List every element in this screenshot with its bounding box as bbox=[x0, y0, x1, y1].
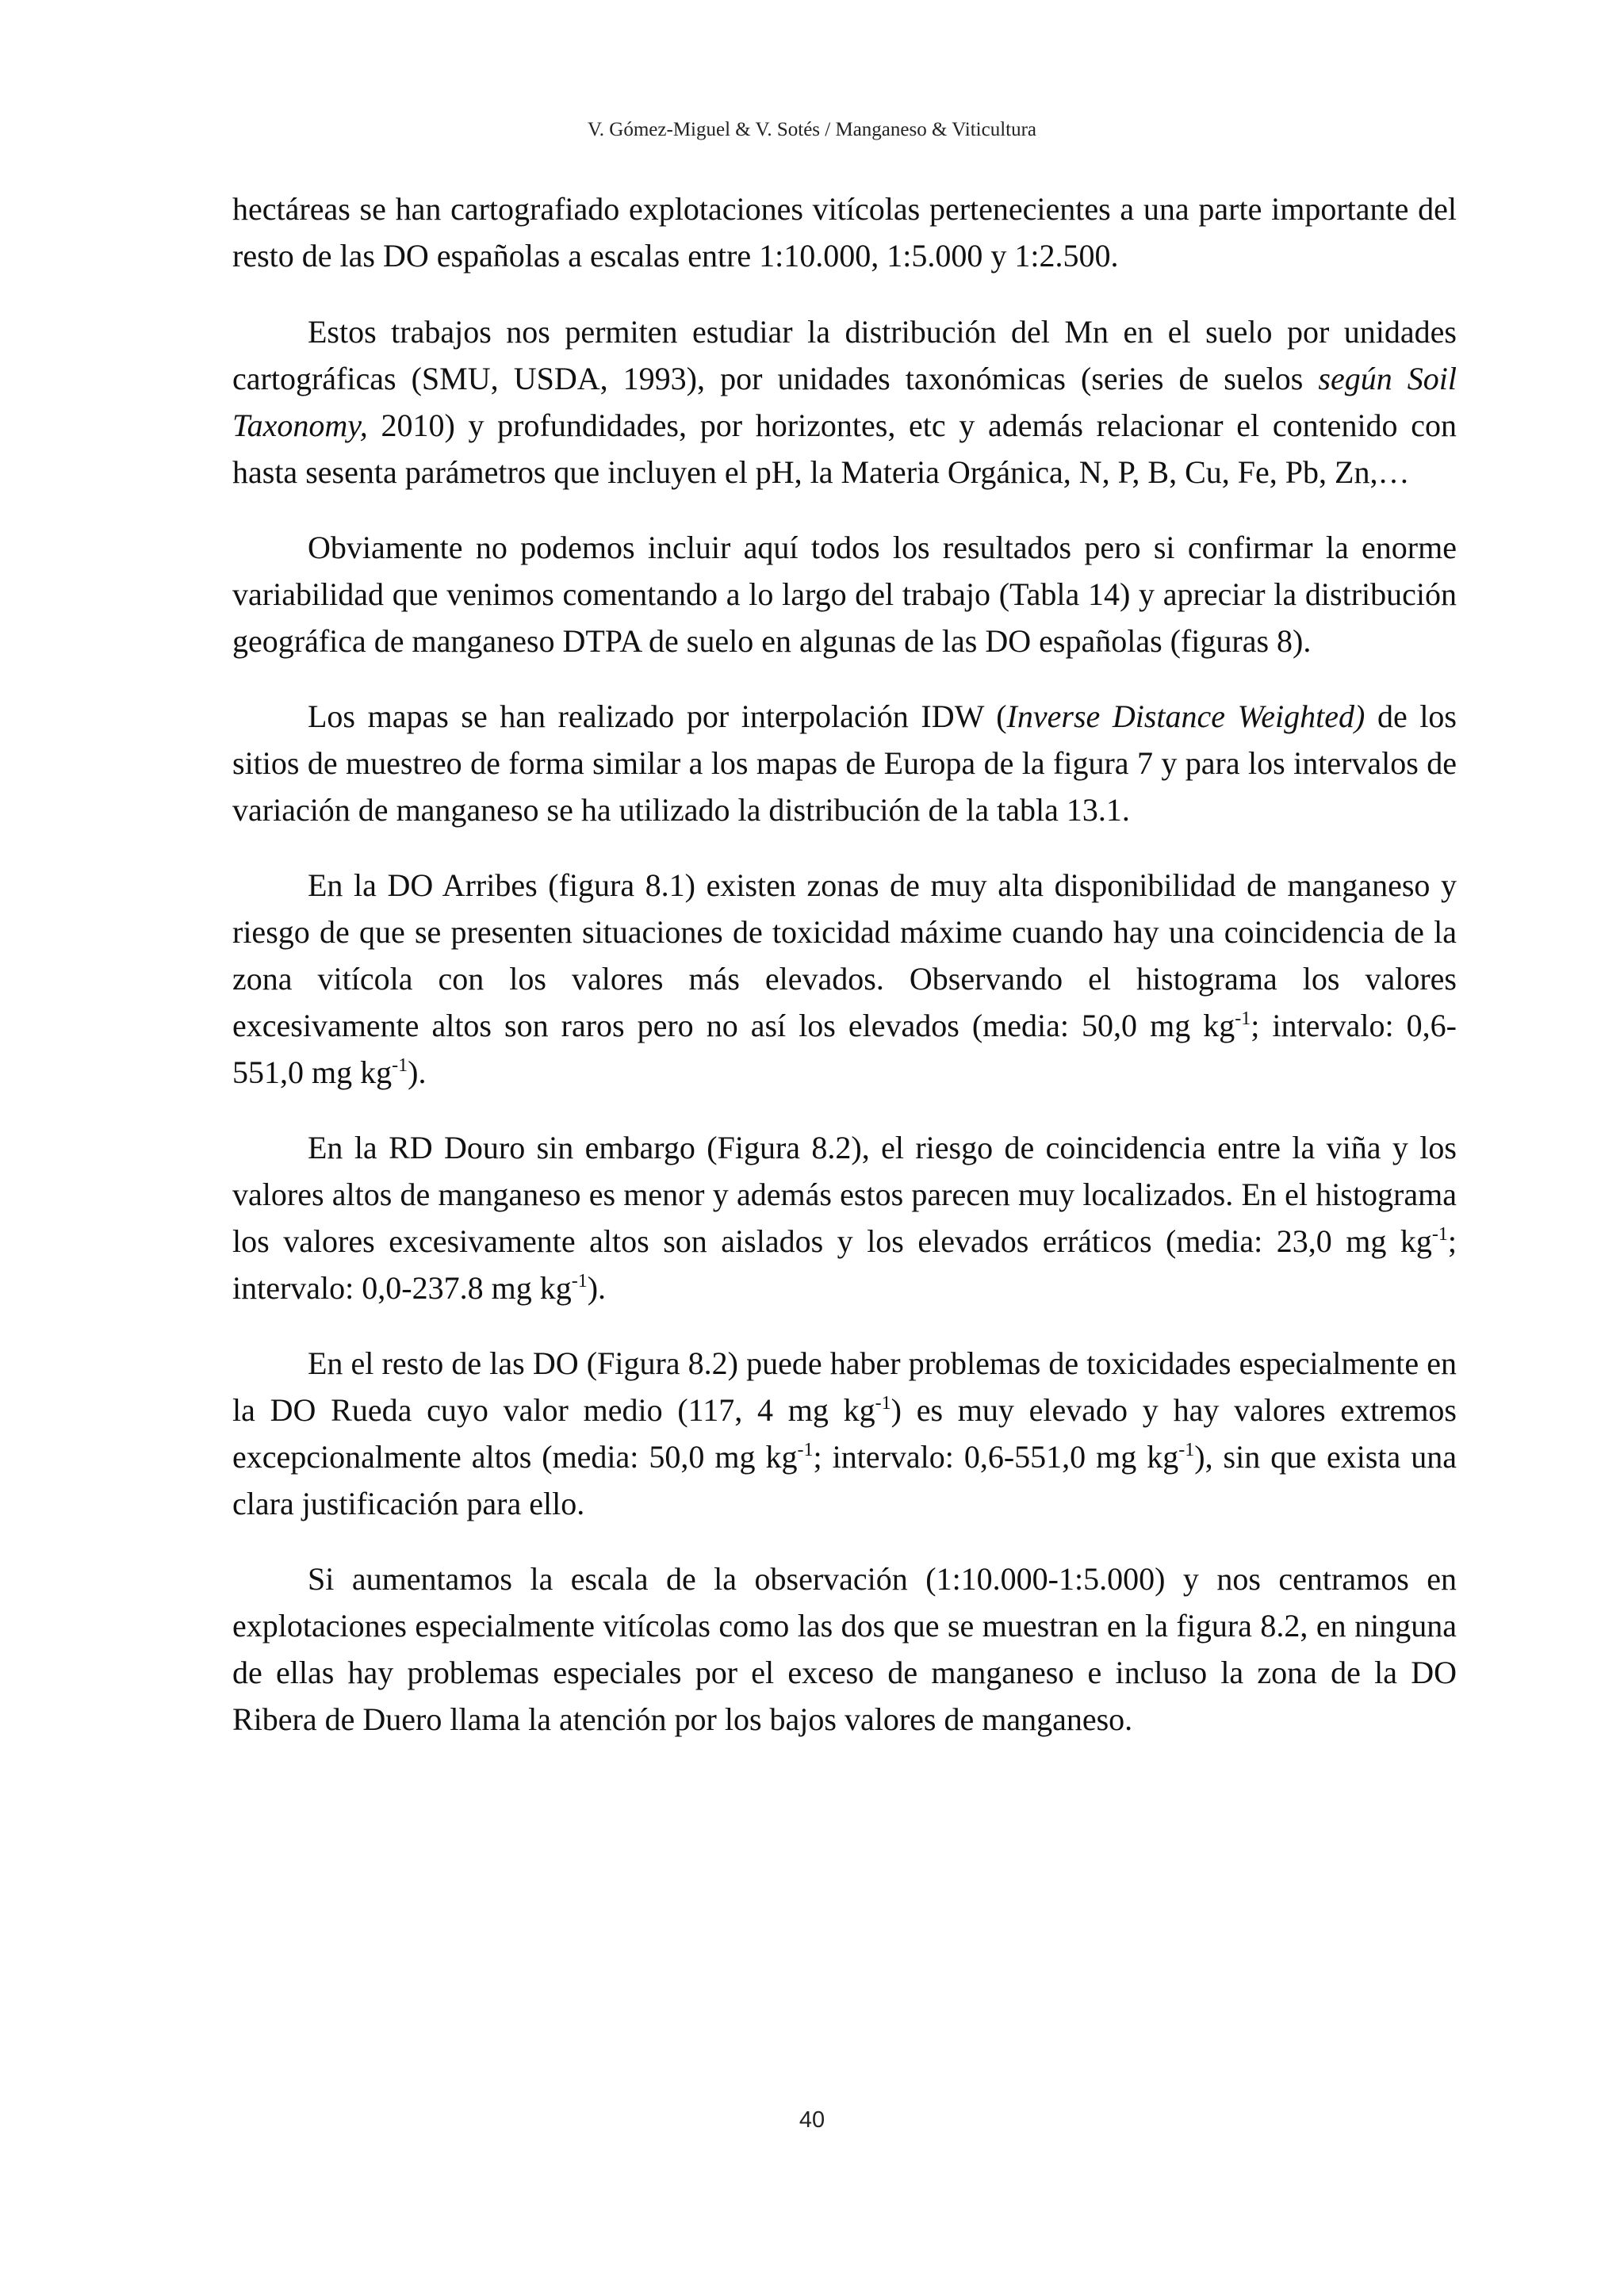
paragraph-2-text-b: 2010) y profundidades, por horizontes, etc y además relacionar el contenido con hasta sesenta parámetros que incluyen el pH, la Materia Orgánica, N, P, B, Cu, Fe, Pb, Zn,… bbox=[232, 408, 1457, 490]
paragraph-6 bbox=[232, 1124, 1457, 1311]
paragraph-7-sup-c: -1 bbox=[1178, 1440, 1195, 1460]
paragraph-3-text: Obviamente no podemos incluir aquí todos los resultados pero si confirmar la enorme variabilidad que venimos comentando a lo largo del trabajo (Tabla 14) y apreciar la distribución geográfica de manganeso DTPA de suelo en algunas de las DO españolas (figuras 8). bbox=[232, 530, 1457, 659]
paragraph-5-sup-b: -1 bbox=[392, 1055, 408, 1076]
paragraph-4-italic: Inverse Distance Weighted) bbox=[1006, 698, 1365, 734]
paragraph-7-text-b: ) es muy elevado y hay valores extremos excepcionalmente altos (media: 50,0 mg kg bbox=[232, 1392, 1457, 1475]
paragraph-1-text: hectáreas se han cartografiado explotaciones vitícolas pertenecientes a una parte importante del resto de las DO españolas a escalas entre 1:10.000, 1:5.000 y 1:2.500. bbox=[232, 191, 1457, 274]
paragraph-7-text-a: En el resto de las DO (Figura 8.2) puede haber problemas de toxicidades especialmente en la DO Rueda cuyo valor medio (117, 4 mg kg bbox=[232, 1345, 1457, 1428]
paragraph-4-text-b: de los sitios de muestreo de forma similar a los mapas de Europa de la figura 7 y para los intervalos de variación de manganeso se ha utilizado la distribución de la tabla 13.1. bbox=[232, 698, 1457, 828]
page-number: 40 bbox=[799, 2107, 825, 2133]
paragraph-2-text-a: Estos trabajos nos permiten estudiar la distribución del Mn en el suelo por unidades cartográficas (SMU, USDA, 1993), por unidades taxonómicas (series de suelos bbox=[232, 314, 1457, 396]
paragraph-5-text-a: En la DO Arribes (figura 8.1) existen zonas de muy alta disponibilidad de manganeso y riesgo de que se presenten situaciones de toxicidad máxime cuando hay una coincidencia de la zona vitícola con los valores más elevados. Observando el histograma los valores excesivamente altos son raros pero no así los elevados (media: 50,0 mg kg bbox=[232, 867, 1457, 1043]
paragraph-6-sup-b: -1 bbox=[571, 1271, 588, 1292]
paragraph-6-text-a: En la RD Douro sin embargo (Figura 8.2), el riesgo de coincidencia entre la viña y los valores altos de manganeso es menor y además estos parecen muy localizados. En el histograma los valores excesivamente altos son aislados y los elevados erráticos (media: 23,0 mg kg bbox=[232, 1130, 1457, 1259]
body-text bbox=[232, 186, 1457, 1771]
paragraph-3 bbox=[232, 524, 1457, 664]
paragraph-8-text: Si aumentamos la escala de la observación (1:10.000-1:5.000) y nos centramos en explotaciones especialmente vitícolas como las dos que se muestran en la figura 8.2, en ninguna de ellas hay problemas especiales por el exceso de manganeso e incluso la zona de la DO Ribera de Duero llama la atención por los bajos valores de manganeso. bbox=[232, 1561, 1457, 1737]
paragraph-4 bbox=[232, 693, 1457, 833]
paragraph-7-sup-a: -1 bbox=[875, 1393, 891, 1414]
paragraph-2-italic: según Soil Taxonomy, bbox=[232, 361, 1457, 443]
running-header: V. Gómez-Miguel & V. Sotés / Manganeso & Viticultura bbox=[587, 119, 1037, 140]
paragraph-6-text-b: ; intervalo: 0,0-237.8 mg kg bbox=[232, 1223, 1457, 1306]
paragraph-2 bbox=[232, 308, 1457, 496]
paragraph-7-sup-b: -1 bbox=[797, 1440, 814, 1460]
paragraph-6-sup-a: -1 bbox=[1431, 1224, 1448, 1245]
paragraph-5 bbox=[232, 862, 1457, 1096]
paragraph-6-text-c: ). bbox=[587, 1270, 607, 1306]
paragraph-1 bbox=[232, 186, 1457, 279]
paragraph-5-text-c: ). bbox=[408, 1054, 427, 1090]
paragraph-5-sup-a: -1 bbox=[1235, 1008, 1251, 1029]
paragraph-5-text-b: ; intervalo: 0,6-551,0 mg kg bbox=[232, 1008, 1457, 1090]
paragraph-7-text-d: ), sin que exista una clara justificación para ello. bbox=[232, 1439, 1457, 1521]
paragraph-7 bbox=[232, 1340, 1457, 1527]
paragraph-8 bbox=[232, 1556, 1457, 1743]
paragraph-4-text-a: Los mapas se han realizado por interpolación IDW ( bbox=[308, 698, 1007, 734]
paragraph-7-text-c: ; intervalo: 0,6-551,0 mg kg bbox=[813, 1439, 1179, 1475]
